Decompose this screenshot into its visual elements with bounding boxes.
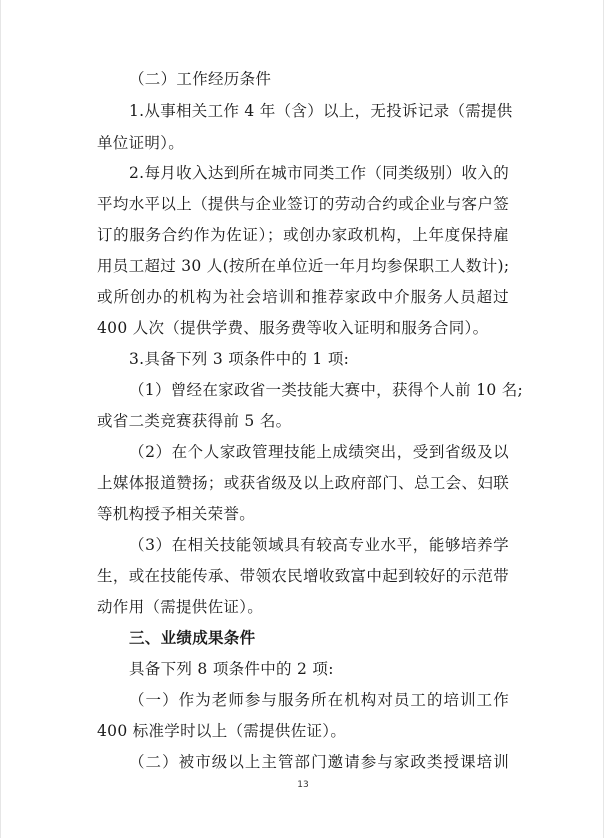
paragraph-line: 或所创办的机构为社会培训和推荐家政中介服务人员超过 (97, 288, 509, 306)
paragraph-line: 上媒体报道赞扬；或获省级及以上政府部门、总工会、妇联 (97, 474, 509, 492)
paragraph-line: 动作用（需提供佐证）。 (97, 598, 264, 616)
paragraph-line: 平均水平以上（提供与企业签订的劳动合约或企业与客户签 (97, 195, 509, 213)
paragraph-line: （一）作为老师参与服务所在机构对员工的培训工作 (129, 691, 509, 709)
paragraph-line: 400 人次（提供学费、服务费等收入证明和服务合同）。 (97, 319, 489, 337)
paragraph-line: 等机构授予相关荣誉。 (97, 505, 256, 523)
subsection-heading: （二）工作经历条件 (129, 70, 272, 88)
paragraph-line: （3）在相关技能领域具有较高专业水平，能够培养学 (129, 536, 509, 554)
paragraph-line: （2）在个人家政管理技能上成绩突出，受到省级及以 (129, 443, 509, 461)
page-number: 13 (297, 780, 309, 790)
paragraph-line: 400 标准学时以上（需提供佐证）。 (97, 722, 347, 740)
paragraph-line: 具备下列 8 项条件中的 2 项: (129, 660, 334, 678)
paragraph-line: 或省二类竞赛获得前 5 名。 (97, 412, 292, 430)
paragraph-line: 1.从事相关工作 4 年（含）以上，无投诉记录（需提供 (129, 102, 513, 120)
paragraph-line: （二）被市级以上主管部门邀请参与家政类授课培训 (129, 753, 509, 771)
paragraph-line: 用员工超过 30 人(按所在单位近一年月均参保职工人数计); (97, 257, 510, 275)
paragraph-line: （1）曾经在家政省一类技能大赛中，获得个人前 10 名; (129, 381, 524, 399)
section-heading: 三、业绩成果条件 (129, 628, 256, 647)
paragraph-line: 2.每月收入达到所在城市同类工作（同类级别）收入的 (129, 164, 509, 182)
paragraph-line: 订的服务合约作为佐证）；或创办家政机构，上年度保持雇 (97, 226, 509, 244)
paragraph-line: 单位证明）。 (97, 134, 185, 152)
paragraph-line: 生，或在技能传承、带领农民增收致富中起到较好的示范带 (97, 567, 509, 585)
paragraph-line: 3.具备下列 3 项条件中的 1 项: (129, 350, 350, 368)
